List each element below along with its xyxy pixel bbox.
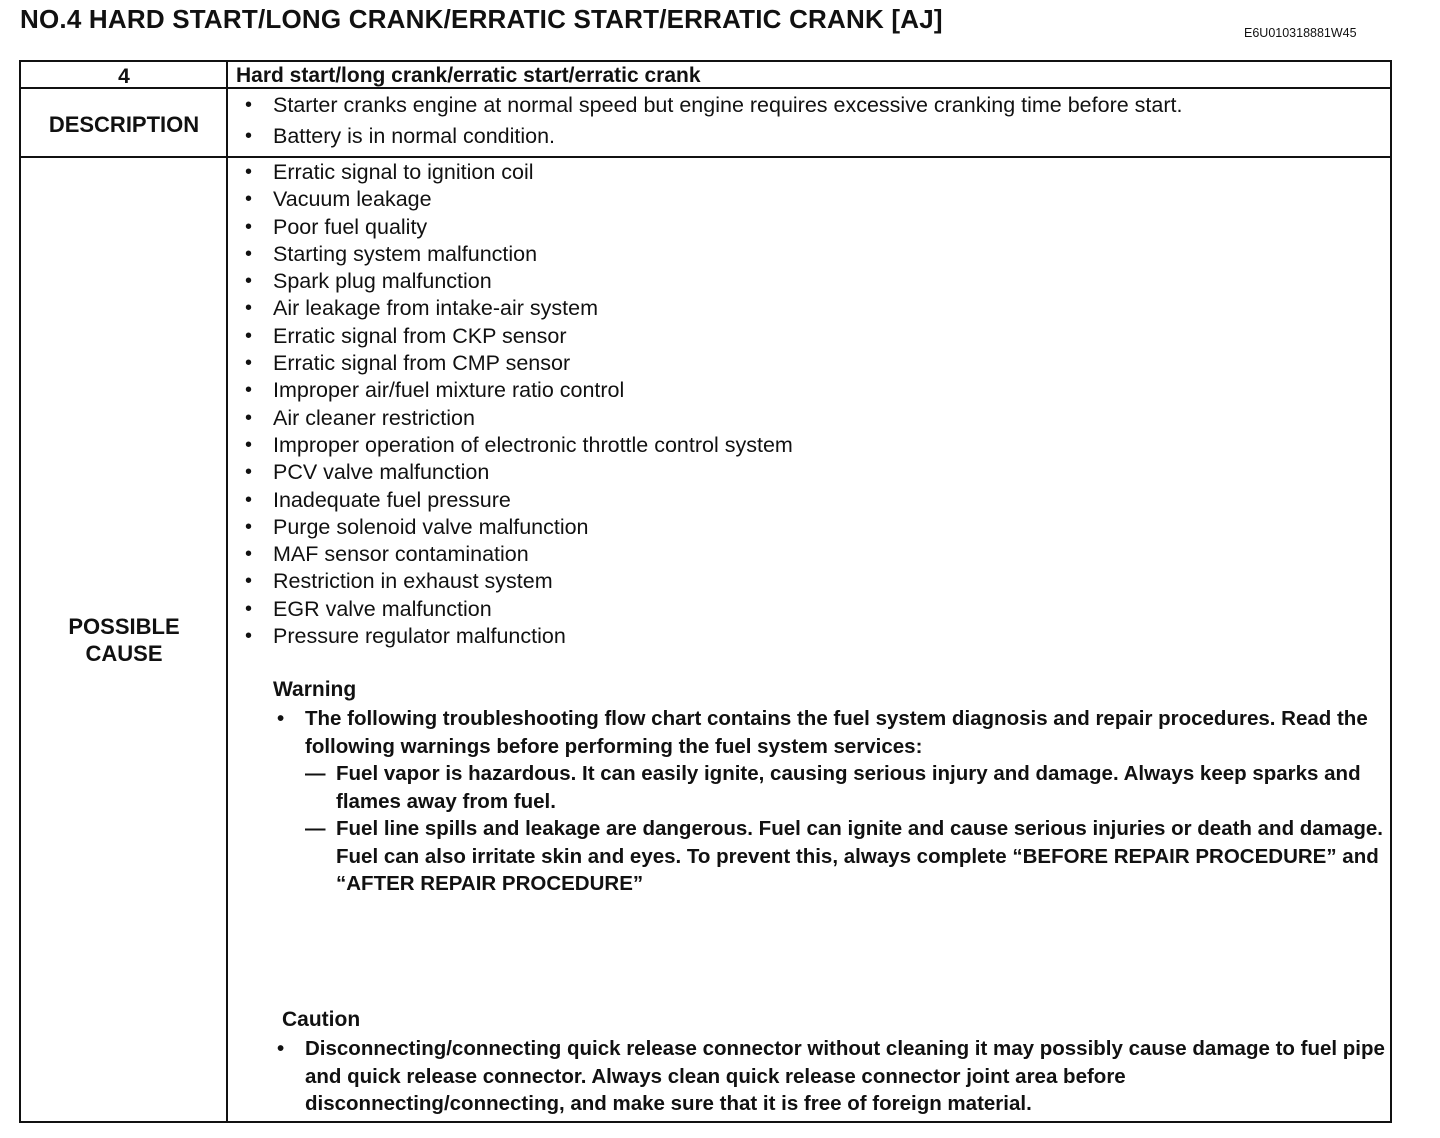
cause-list <box>273 159 793 650</box>
document-title: NO.4 HARD START/LONG CRANK/ERRATIC START/ERRATIC CRANK [AJ] <box>20 4 943 34</box>
caution-heading: Caution <box>282 1008 361 1031</box>
cause-item: • Restriction in exhaust system <box>273 568 793 595</box>
diagnostic-table <box>19 60 1392 1123</box>
cause-item: • Improper air/fuel mixture ratio control <box>273 377 793 404</box>
possible-cause-label-line2: CAUSE <box>85 641 163 666</box>
cause-item: • Air leakage from intake-air system <box>273 295 793 322</box>
warning-sub-item <box>305 760 1390 815</box>
caution-body <box>305 1035 1390 1118</box>
warning-body <box>305 705 1390 898</box>
cause-item: • Air cleaner restriction <box>273 405 793 432</box>
column-divider <box>226 62 228 1121</box>
document-code: E6U010318881W45 <box>1244 26 1357 40</box>
warning-lead: • The following troubleshooting flow chart contains the fuel system diagnosis and repair procedures. Read the following warnings before performing the fuel system services: <box>305 705 1390 760</box>
warning-sub-item <box>305 815 1390 898</box>
cause-item: • Poor fuel quality <box>273 214 793 241</box>
cause-item: • Purge solenoid valve malfunction <box>273 514 793 541</box>
description-list <box>273 90 1182 152</box>
row-divider-description <box>21 156 1390 158</box>
cause-item: • Vacuum leakage <box>273 186 793 213</box>
description-item: • Battery is in normal condition. <box>273 121 1182 152</box>
description-item: • Starter cranks engine at normal speed but engine requires excessive cranking time before start. <box>273 90 1182 121</box>
cause-item: • Spark plug malfunction <box>273 268 793 295</box>
cause-item: • MAF sensor contamination <box>273 541 793 568</box>
warning-sub-text: Fuel line spills and leakage are dangerous. Fuel can ignite and cause serious injuries or death and damage. Fuel can also irritate skin and eyes. To prevent this, always complete “BEFORE REPAIR PROCEDURE” and “AFTER REPAIR PROCEDURE” <box>336 817 1383 895</box>
trouble-title: Hard start/long crank/erratic start/erratic crank <box>236 64 701 87</box>
cause-item: • Pressure regulator malfunction <box>273 623 793 650</box>
cause-item: • Erratic signal from CMP sensor <box>273 350 793 377</box>
cause-item: • EGR valve malfunction <box>273 596 793 623</box>
dash-marker: — <box>305 817 326 840</box>
cause-item: • PCV valve malfunction <box>273 459 793 486</box>
warning-sub-text: Fuel vapor is hazardous. It can easily ignite, causing serious injury and damage. Always keep sparks and flames away from fuel. <box>336 762 1361 813</box>
possible-cause-label-line1: POSSIBLE <box>68 614 180 639</box>
trouble-number: 4 <box>118 65 130 88</box>
cause-item: • Erratic signal from CKP sensor <box>273 323 793 350</box>
possible-cause-label <box>21 613 227 667</box>
cause-item: • Improper operation of electronic throttle control system <box>273 432 793 459</box>
cause-item: • Erratic signal to ignition coil <box>273 159 793 186</box>
description-label: DESCRIPTION <box>48 112 200 137</box>
caution-text: • Disconnecting/connecting quick release connector without cleaning it may possibly cause damage to fuel pipe and quick release connector. Always clean quick release connector joint area before disconnecting/connecting, and make sure that it is free of foreign material. <box>305 1035 1390 1118</box>
dash-marker: — <box>305 762 326 785</box>
warning-heading: Warning <box>273 678 357 701</box>
cause-item: • Starting system malfunction <box>273 241 793 268</box>
cause-item: • Inadequate fuel pressure <box>273 487 793 514</box>
